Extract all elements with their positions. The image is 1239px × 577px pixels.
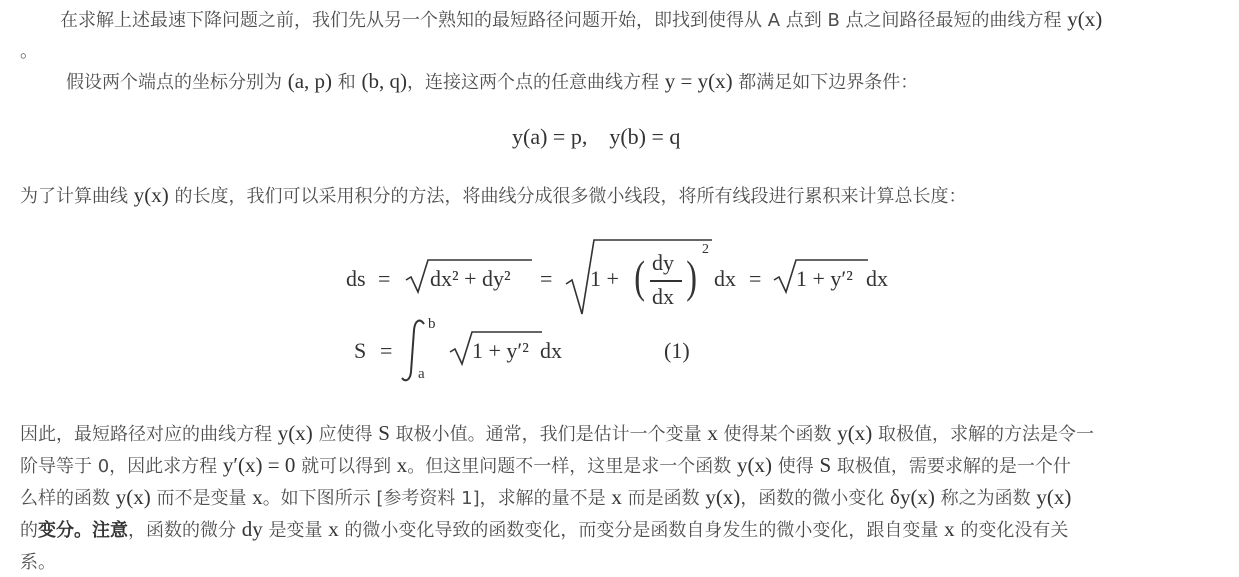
text: ，函数的微小变化 [740, 488, 891, 509]
text: 而不是变量 [150, 488, 253, 509]
text: 系。 [20, 552, 56, 573]
eq-dx: dx [540, 338, 562, 363]
math-S: S [378, 421, 390, 445]
intro-text: 在求解上述最速下降问题之前，我们先从另一个熟知的最短路径问题开始，即找到使得从 A 点到 B 点之间路径最短的曲线方程 [60, 10, 1068, 31]
text: 取极小值。通常，我们是估计一个变量 [389, 424, 708, 445]
text: 。如下图所示 [参考资料 1]，求解的量不是 [262, 488, 612, 509]
eq-equals: = [540, 266, 553, 291]
eq-dx-end: dx [866, 266, 888, 291]
math-yx: y(x) [737, 453, 773, 477]
math-S: S [819, 453, 832, 477]
text: 和 [332, 72, 362, 93]
left-paren: ( [634, 251, 646, 302]
math-x: x [396, 453, 408, 477]
paragraph-variation-line3 [20, 484, 1071, 510]
paragraph-variation-line4 [20, 516, 1068, 542]
paragraph-variation-line2 [20, 452, 1071, 478]
text: 。但这里问题不一样，这里是求一个函数 [407, 456, 738, 477]
math-x: x [328, 517, 339, 541]
text: 都满足如下边界条件： [732, 72, 919, 93]
paragraph-variation-line1 [20, 420, 1094, 446]
frac-bar [650, 280, 682, 282]
equation-number: (1) [664, 338, 690, 363]
text: ，连接这两个点的任意曲线方程 [407, 72, 665, 93]
eq-rad: 1 + y′² [472, 338, 529, 363]
math-curve: y = y(x) [664, 69, 733, 93]
text: 取极值，求解的方法是令一 [872, 424, 1095, 445]
text: 么样的函数 [20, 488, 116, 509]
text: 就可以得到 [295, 456, 397, 477]
math-yx: y(x) [1067, 7, 1103, 31]
text: 的变化没有关 [954, 520, 1069, 541]
integral-sign [400, 318, 430, 384]
math-x: x [252, 485, 263, 509]
text: 而是函数 [621, 488, 706, 509]
text: 应使得 [312, 424, 379, 445]
math-point-b: (b, q) [361, 69, 407, 93]
eq-equals: = [749, 266, 762, 291]
text: 假设两个端点的坐标分别为 [66, 72, 288, 93]
text: 使得某个函数 [717, 424, 838, 445]
frac-denominator: dx [652, 284, 674, 309]
math-yx: y(x) [277, 421, 313, 445]
eq-equals: = [378, 266, 391, 291]
text: 取极值，需要求解的是一个什 [831, 456, 1071, 477]
lower-limit: a [418, 366, 425, 382]
eq-S: S [354, 338, 367, 363]
eq-equals: = [380, 338, 393, 363]
eq-ds: ds [346, 266, 366, 291]
intro-tail: 。 [20, 41, 38, 62]
math-yx: y(x) [115, 485, 151, 509]
math-yx: y(x) [837, 421, 873, 445]
text: 使得 [772, 456, 820, 477]
equation-boundary: y(a) = p, y(b) = q [512, 124, 681, 149]
text: 阶导等于 0，因此求方程 [20, 456, 223, 477]
bold-term: 变分。注意 [38, 520, 128, 541]
text: ，函数的微分 [128, 520, 242, 541]
math-x: x [707, 421, 718, 445]
paragraph-length [20, 182, 966, 208]
paragraph-intro [60, 6, 1102, 32]
eq-dx: dx [714, 266, 736, 291]
exponent-2: 2 [702, 242, 709, 257]
text: 称之为函数 [934, 488, 1037, 509]
eq-rad1: dx² + dy² [430, 266, 511, 291]
upper-limit: b [428, 316, 436, 332]
text: 因此，最短路径对应的曲线方程 [20, 424, 278, 445]
math-point-a: (a, p) [287, 69, 333, 93]
text: 的 [20, 520, 38, 541]
eq-rad3: 1 + y′² [796, 266, 853, 291]
text: 的长度，我们可以采用积分的方法，将曲线分成很多微小线段，将所有线段进行累积来计算总长度： [168, 186, 967, 207]
paragraph-intro-tail [20, 37, 38, 63]
math-yx: y(x) [133, 183, 169, 207]
right-paren: ) [686, 251, 698, 302]
eq-one-plus: 1 + [590, 266, 619, 291]
paragraph-variation-line5 [20, 548, 56, 574]
text: 为了计算曲线 [20, 186, 134, 207]
math-derivative: y′(x) = 0 [222, 453, 296, 477]
text: 是变量 [262, 520, 329, 541]
paragraph-endpoints [66, 68, 918, 94]
math-delta-yx: δy(x) [890, 485, 935, 509]
frac-numerator: dy [652, 250, 674, 275]
math-x: x [944, 517, 955, 541]
math-yx: y(x) [705, 485, 741, 509]
math-dy: dy [241, 517, 263, 541]
math-x: x [611, 485, 622, 509]
text: 的微小变化导致的函数变化，而变分是函数自身发生的微小变化，跟自变量 [338, 520, 945, 541]
math-yx: y(x) [1036, 485, 1072, 509]
